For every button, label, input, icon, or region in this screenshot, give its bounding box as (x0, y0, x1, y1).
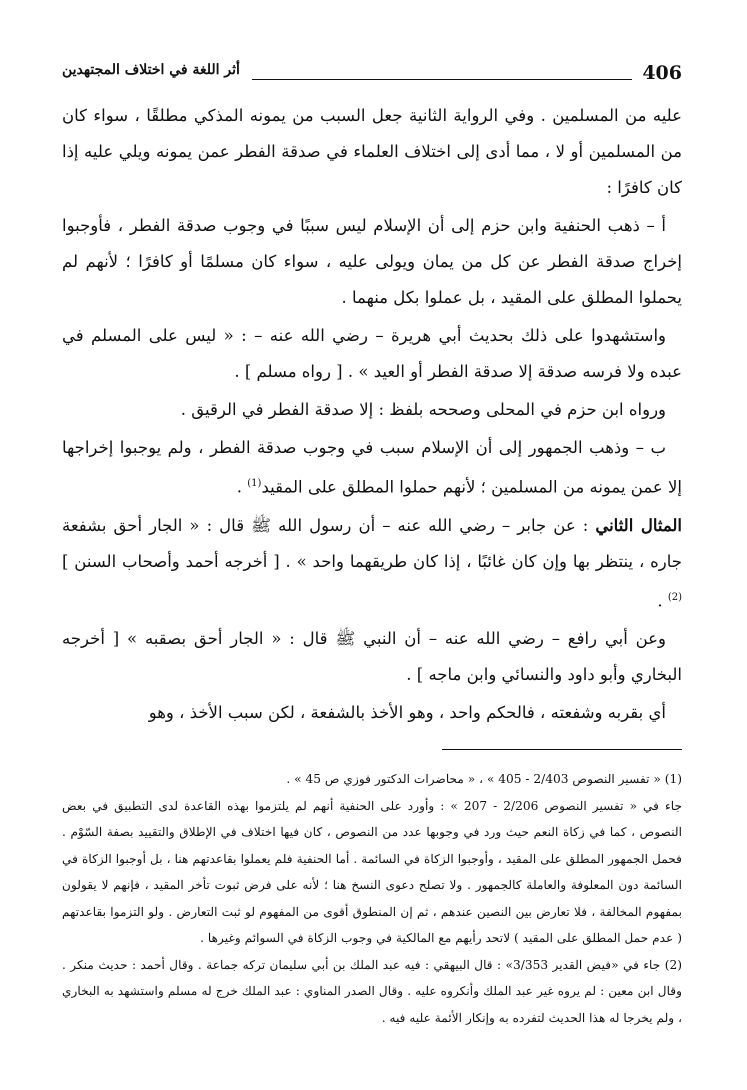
footnote-ref[interactable]: (2) (667, 591, 682, 603)
paragraph: وعن أبي رافع – رضي الله عنه – أن النبي ﷺ قال : « الجار أحق بصقبه » [ أخرجه البخاري وأبو داود والنسائي وابن ماجه ] . (62, 629, 682, 684)
paragraph: أ – ذهب الحنفية وابن حزم إلى أن الإسلام ليس سببًا في وجوب صدقة الفطر ، فأوجبوا إخراج صدقة الفطر عن كل من يمان ويولى عليه ، سواء كان مسلمًا أو كافرًا ؛ لأنهم لم يحملوا المطلق على المقيد ، بل عملوا بكل منهما . (62, 216, 682, 307)
page-number: 406 (642, 62, 682, 84)
page-header (62, 58, 682, 94)
footnote-separator (442, 749, 682, 750)
header-rule (252, 79, 632, 80)
footnotes (62, 766, 682, 1031)
paragraph: المثال الثاني : عن جابر – رضي الله عنه – أن رسول الله ﷺ قال : « الجار أحق بشفعة جاره ، ينتظر بها وإن كان غائبًا ، إذا كان طريقهما واحد » . [ أخرجه أحمد وأصحاب السنن ]$^{(2)}$ . (62, 515, 682, 610)
paragraph: ورواه ابن حزم في المحلى وصححه بلفظ : إلا صدقة الفطر في الرقيق . (180, 400, 666, 419)
paragraph: واستشهدوا على ذلك بحديث أبي هريرة – رضي الله عنه – : « ليس على المسلم في عبده ولا فرسه صدقة إلا صدقة الفطر أو العيد » . [ رواه مسلم ] . (62, 326, 682, 381)
footnote-ref[interactable]: (1) (247, 478, 262, 489)
paragraph: ب – وذهب الجمهور إلى أن الإسلام سبب في وجوب صدقة الفطر ، ولم يوجبوا إخراجها إلا عمن يمونه من المسلمين ؛ لأنهم حملوا المطلق على المقيد$^{(1)}$ . (62, 438, 682, 497)
footnote: (2) جاء في «فيض القدير 3/353» : قال البيهقي : فيه عبد الملك بن أبي سليمان تركه جماعة . وقال أحمد : حديث منكر . وقال ابن معين : لم يروه غير عبد الملك وأنكروه عليه . وقال الصدر المناوي : عبد الملك خرج له مسلم واستشهد به البخاري ، ولم يخرجا له هذا الحديث لتفرده به وإنكار الأئمة عليه فيه . (62, 957, 682, 1025)
footnote: (1) « تفسير النصوص 2/403 - 405 » ، « محاضرات الدكتور فوزي ص 45 » . (286, 772, 682, 786)
paragraph: عليه من المسلمين . وفي الرواية الثانية جعل السبب من يمونه المذكي مطلقًا ، سواء كان من المسلمين أو لا ، مما أدى إلى اختلاف العلماء في صدقة الفطر عمن يمونه ويلي عليه إذا كان كافرًا : (62, 106, 682, 197)
paragraph: أي بقربه وشفعته ، فالحكم واحد ، وهو الأخذ بالشفعة ، لكن سبب الأخذ ، وهو (148, 703, 666, 722)
running-title: أثر اللغة في اختلاف المجتهدين (62, 62, 240, 78)
body-text (62, 98, 682, 731)
footnote: جاء في « تفسير النصوص 2/206 - 207 » : وأورد على الحنفية أنهم لم يلتزموا بهذه القاعدة لدى التطبيق في بعض النصوص ، كما في زكاة النعم حيث ورد في وجوبها عدد من النصوص ، كان فيها اختلاف في الإطلاق والتقييد بصفة السّوْم . فحمل الجمهور المطلق على المقيد ، وأوجبوا الزكاة في السائمة . أما الحنفية فلم يعملوا بقاعدتهم هنا ، بل أوجبوا الزكاة في السائمة دون المعلوفة والعاملة كالجمهور . ولا تصلح دعوى النسخ هنا ؛ لأنه على فرض ثبوت تأخر المقيد ، فإنهم لا يقولون بمفهوم المخالفة ، فلا تعارض بين النصين عندهم ، ثم إن المنطوق أقوى من المفهوم لو ثبت التعارض . ولو التزموا بقاعدتهم ( عدم حمل المطلق على المقيد ) لاتحد رأيهم مع المالكية في وجوب الزكاة في السوائم وغيرها . (62, 798, 682, 945)
example-heading: المثال الثاني (595, 515, 682, 535)
document-page (62, 58, 682, 1031)
